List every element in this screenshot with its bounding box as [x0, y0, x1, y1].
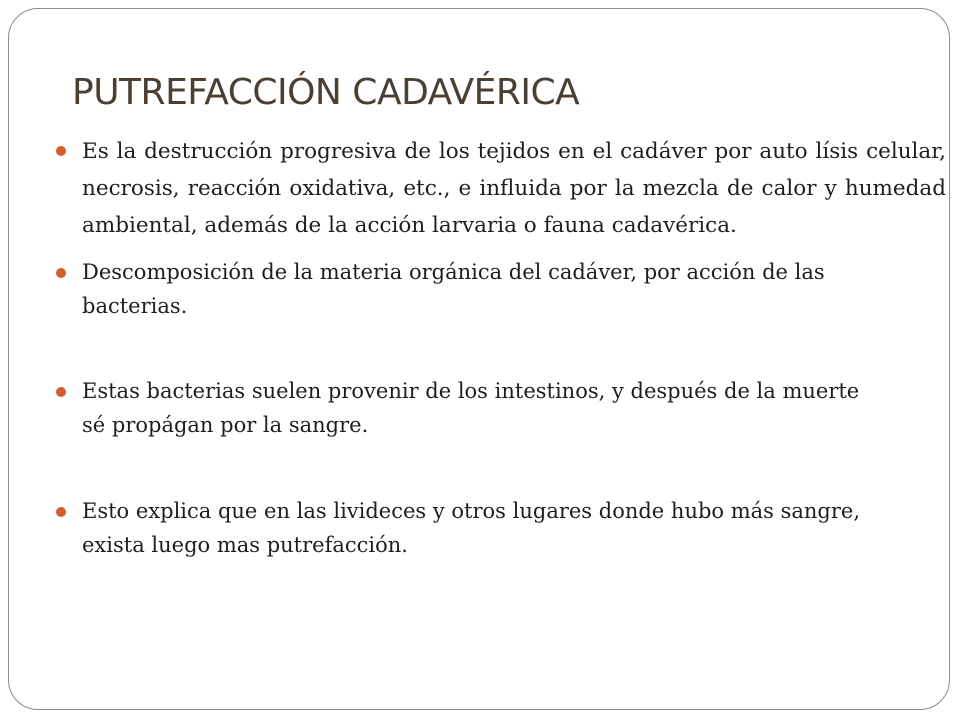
bullet-item	[56, 374, 946, 442]
bullet-text: Estas bacterias suelen provenir de los intestinos, y después de la muerte sé propágan por la sangre.	[82, 379, 860, 437]
bullet-item	[56, 255, 946, 323]
bullet-dot-icon	[56, 268, 66, 278]
slide-frame	[8, 8, 950, 710]
bullet-text: Esto explica que en las livideces y otros lugares donde hubo más sangre, exista luego mas putrefacción.	[82, 499, 861, 557]
slide-title: PUTREFACCIÓN CADAVÉRICA	[72, 72, 580, 113]
bullet-dot-icon	[56, 387, 66, 397]
bullet-item	[56, 494, 946, 562]
bullet-dot-icon	[56, 146, 66, 156]
bullet-text: Descomposición de la materia orgánica del cadáver, por acción de las bacterias.	[82, 260, 825, 318]
bullet-item	[56, 133, 946, 244]
bullet-text: Es la destrucción progresiva de los tejidos en el cadáver por auto lísis celular, necrosis, reacción oxidativa, etc., e influida por la mezcla de calor y humedad ambiental, además de la acción larvaria o fauna cadavérica.	[82, 139, 946, 238]
bullet-dot-icon	[56, 507, 66, 517]
